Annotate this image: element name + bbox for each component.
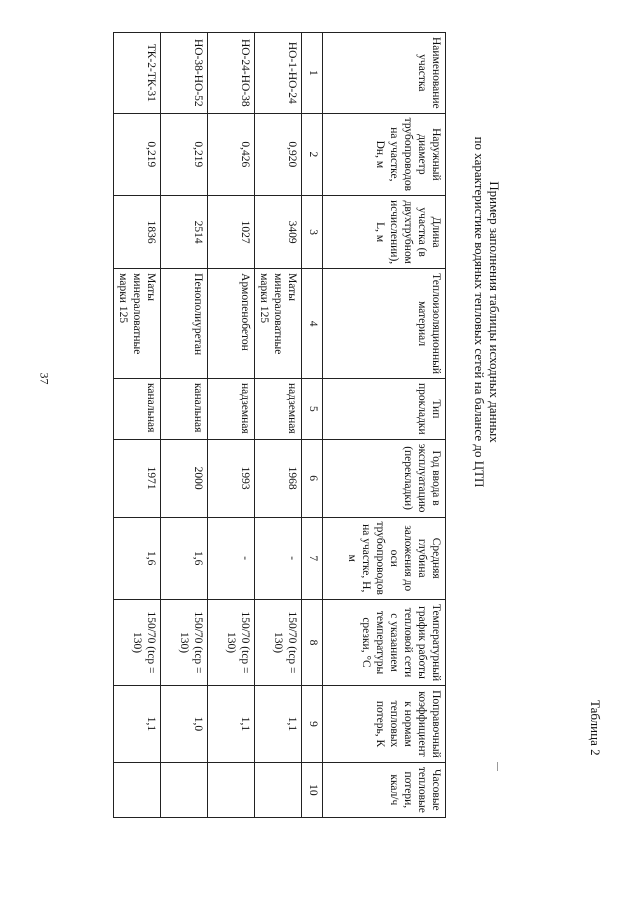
table-cell: 1,0 <box>161 686 208 763</box>
table-cell: 1,1 <box>114 686 161 763</box>
table-cell: 1,6 <box>161 517 208 599</box>
column-number: 7 <box>302 517 323 599</box>
table-cell: 2514 <box>161 196 208 269</box>
data-table <box>113 32 446 818</box>
table-cell: 150/70 (tср = 130) <box>161 599 208 685</box>
header-cell: Наименование участка <box>323 33 446 114</box>
table-row <box>114 33 161 818</box>
table-title-line-1: Пример заполнения таблицы исходных данных <box>487 181 502 443</box>
table-cell <box>255 762 302 817</box>
header-cell: Теплоизоляционный материал <box>323 269 446 379</box>
table-cell: 3409 <box>255 196 302 269</box>
table-cell: 0,426 <box>208 113 255 195</box>
table-cell: Маты минераловатные марки 125 <box>114 269 161 379</box>
table-cell: канальная <box>161 379 208 440</box>
column-number: 9 <box>302 686 323 763</box>
table-cell: Пенополиуретан <box>161 269 208 379</box>
column-number: 8 <box>302 599 323 685</box>
table-cell: 1,1 <box>255 686 302 763</box>
table-cell: НО-38-НО-52 <box>161 33 208 114</box>
table-cell <box>208 762 255 817</box>
column-number: 3 <box>302 196 323 269</box>
header-cell: Тип прокладки <box>323 379 446 440</box>
table-cell: Армопенобетон <box>208 269 255 379</box>
table-cell: 2000 <box>161 439 208 517</box>
table-label: Таблица 2 <box>588 700 603 756</box>
data-table-wrapper <box>113 32 446 818</box>
table-cell: 1971 <box>114 439 161 517</box>
table-cell <box>114 762 161 817</box>
table-title-line-2: по характеристике водяных тепловых сетей на балансе до ЦТП <box>472 136 487 488</box>
table-cell: 0,219 <box>161 113 208 195</box>
table-row <box>161 33 208 818</box>
table-cell: ТК-2-ТК-31 <box>114 33 161 114</box>
table-cell: - <box>255 517 302 599</box>
column-number: 1 <box>302 33 323 114</box>
table-row <box>255 33 302 818</box>
column-number: 6 <box>302 439 323 517</box>
page-number: 37 <box>37 372 52 385</box>
header-cell: Поправочный коэффициент к нормам тепловых потерь, К <box>323 686 446 763</box>
table-cell: 150/70 (tср = 130) <box>255 599 302 685</box>
table-cell: 1,6 <box>114 517 161 599</box>
table-cell <box>161 762 208 817</box>
table-cell: 1836 <box>114 196 161 269</box>
table-cell: НО-24-НО-38 <box>208 33 255 114</box>
table-cell: надземная <box>208 379 255 440</box>
table-cell: НО-1-НО-24 <box>255 33 302 114</box>
column-number: 5 <box>302 379 323 440</box>
header-cell: Средняя глубина заложения до оси трубопроводов на участке, Н, м <box>323 517 446 599</box>
table-cell: 0,219 <box>114 113 161 195</box>
header-cell: Температурный график работы тепловой сети с указанием температуры срезки, °С <box>323 599 446 685</box>
header-row <box>323 33 446 818</box>
table-cell: 1027 <box>208 196 255 269</box>
table-cell: 150/70 (tср = 130) <box>208 599 255 685</box>
column-number: 4 <box>302 269 323 379</box>
table-cell: 1,1 <box>208 686 255 763</box>
table-cell: 0,920 <box>255 113 302 195</box>
table-cell: 1968 <box>255 439 302 517</box>
table-cell: 1993 <box>208 439 255 517</box>
column-number-row <box>302 33 323 818</box>
header-cell: Часовые тепловые потери, ккал/ч <box>323 762 446 817</box>
table-title <box>472 4 502 620</box>
header-cell: Наружный диаметр трубопроводов на участке, Dн, м <box>323 113 446 195</box>
column-number: 10 <box>302 762 323 817</box>
table-cell: Маты минераловатные марки 125 <box>255 269 302 379</box>
table-cell: надземная <box>255 379 302 440</box>
header-cell: Длина участка (в двухтрубном исчислении), L, м <box>323 196 446 269</box>
table-cell: 150/70 (tср = 130) <box>114 599 161 685</box>
table-row <box>208 33 255 818</box>
header-cell: Год ввода в эксплуатацию (перекладки) <box>323 439 446 517</box>
table-cell: - <box>208 517 255 599</box>
rotated-table-page <box>46 4 636 813</box>
table-cell: канальная <box>114 379 161 440</box>
column-number: 2 <box>302 113 323 195</box>
